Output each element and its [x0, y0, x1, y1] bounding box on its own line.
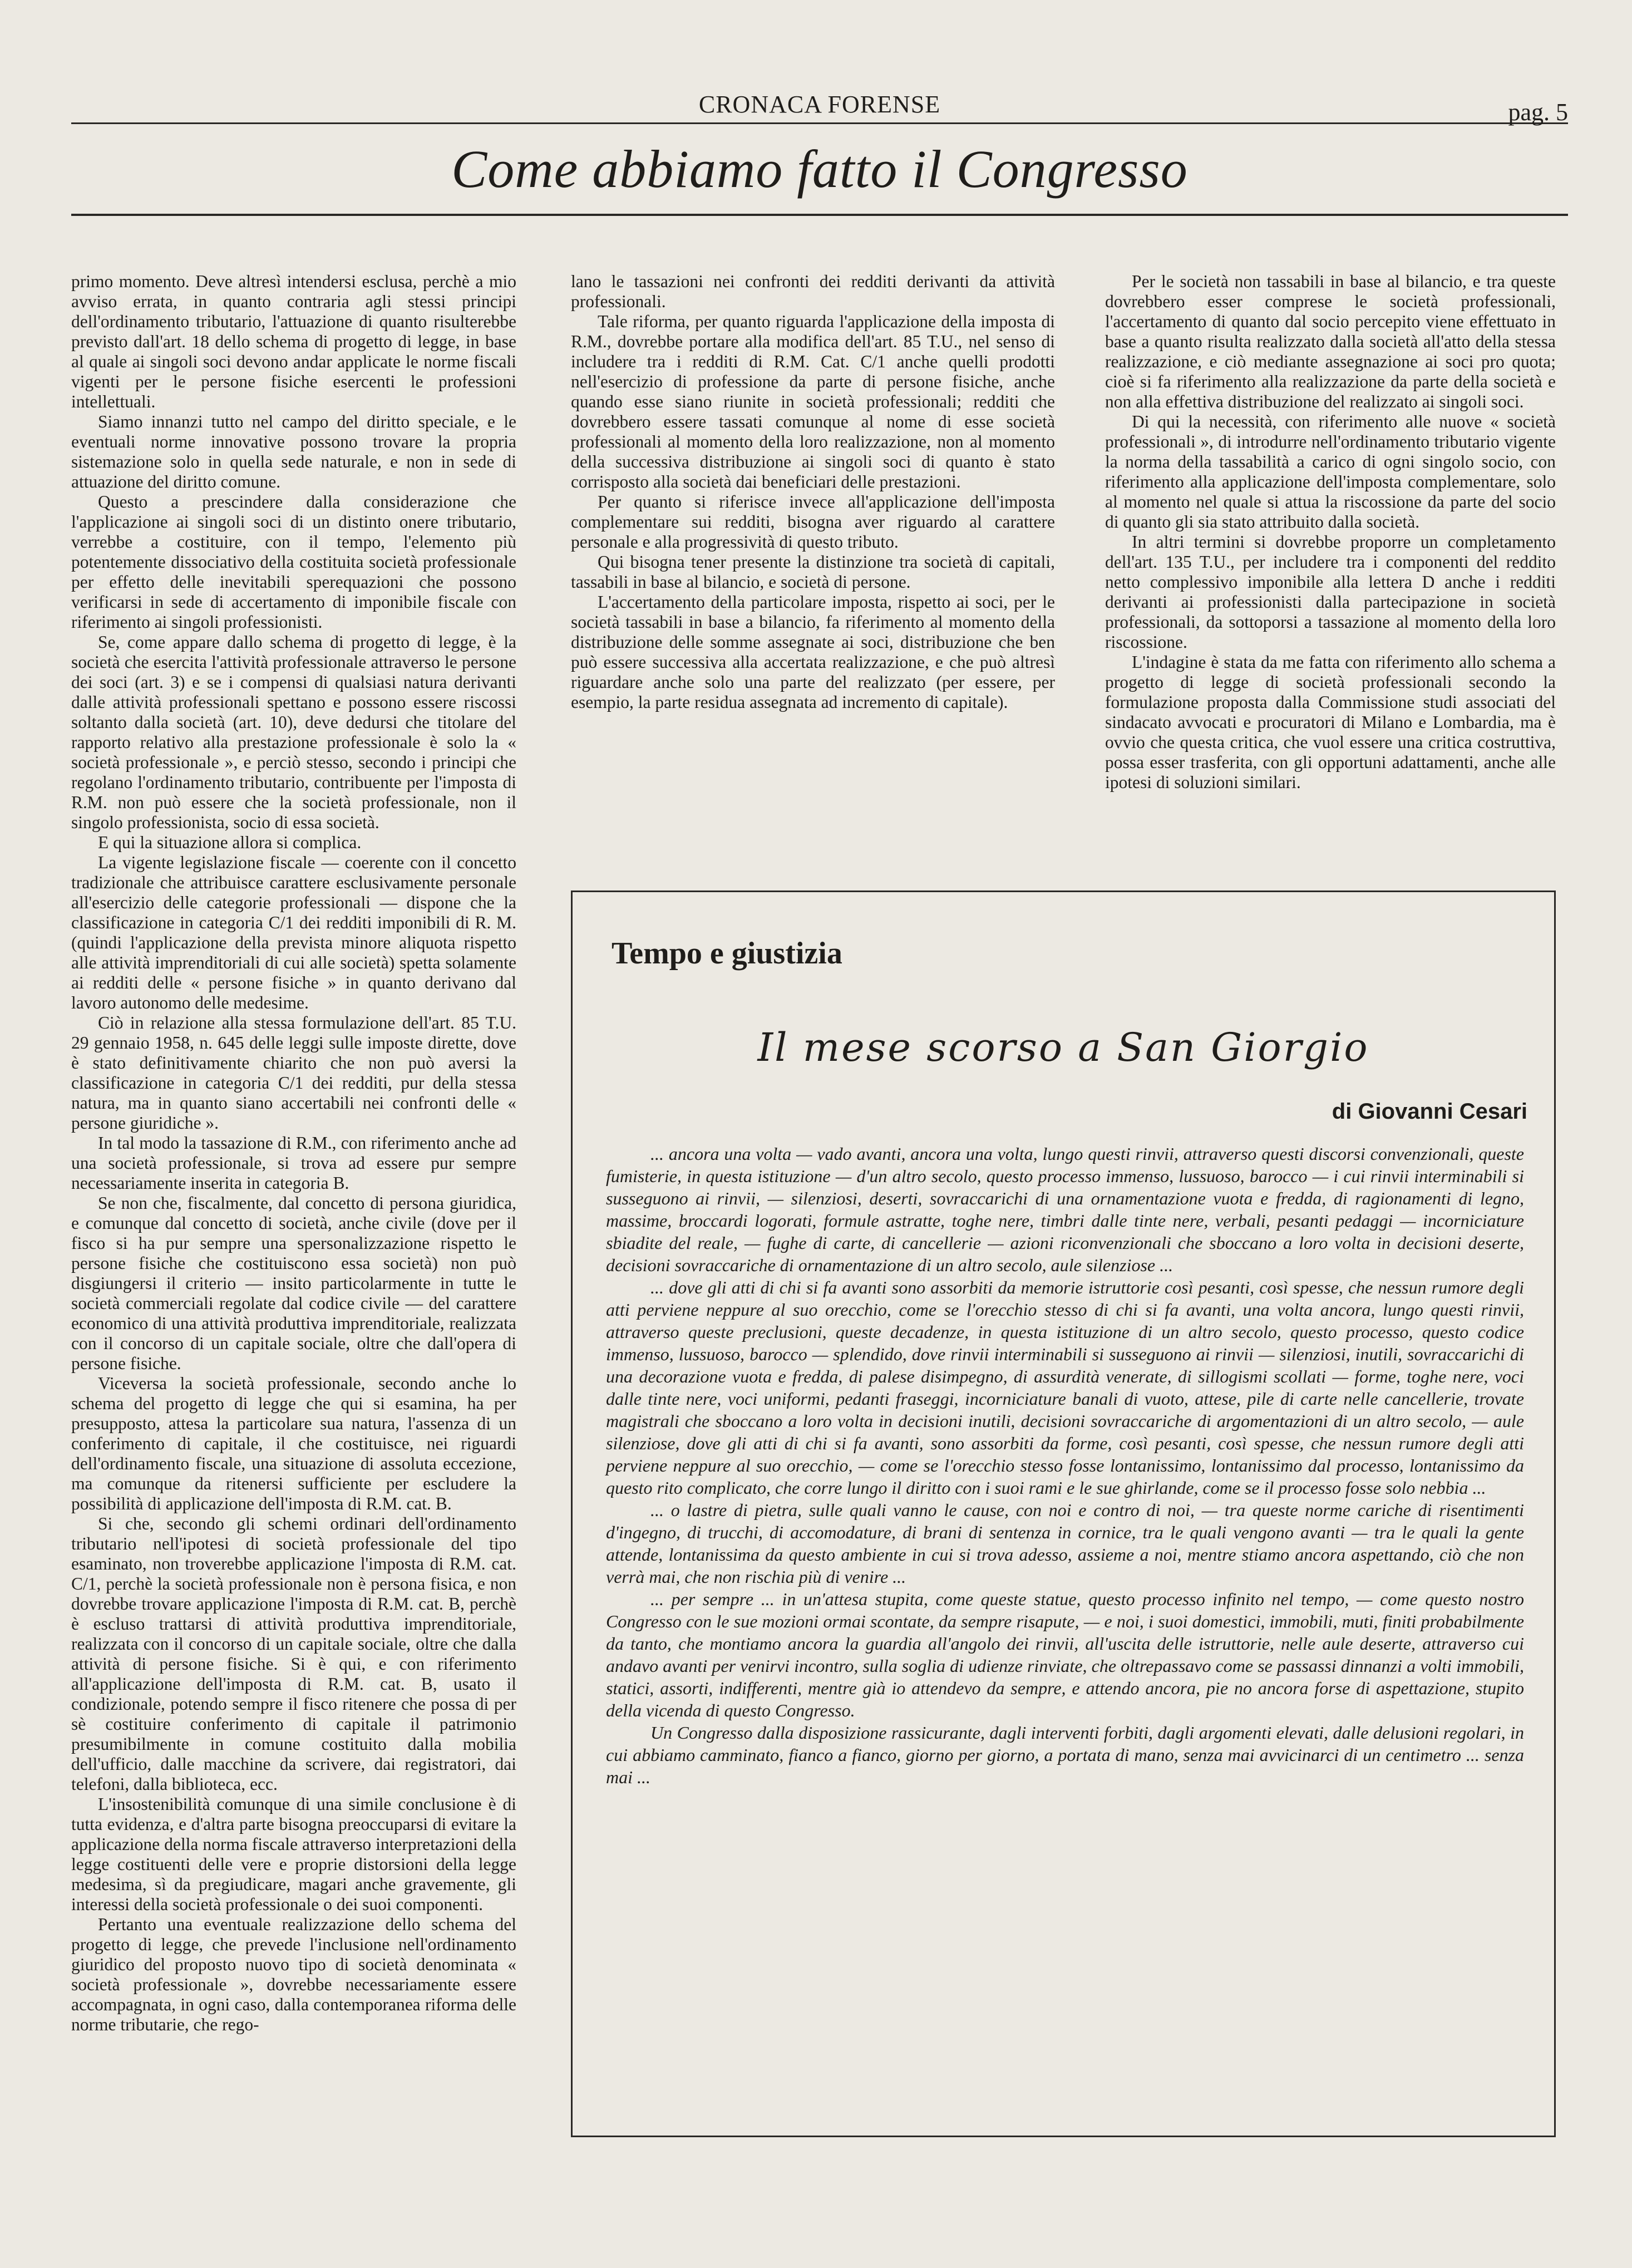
paragraph: ... per sempre ... in un'attesa stupita, come queste statue, questo processo infinito nel tempo, — come questo nostro Congresso con le sue mozioni ormai scontate, da sempre risapute, — e noi, i suoi domestici, immobili, muti, finiti probabilmente da tanto, che montiamo ancora la guardia all'angolo dei rinvii, all'uscita delle istruttorie, nelle aule deserte, attraverso cui andavo avanti per venirvi incontro, sulla soglia di udienze rinviate, che oltrepassavo come se passassi dinnanzi a volti immobili, statici, assorti, indifferenti, mentre già io attendevo da sempre, e attendo ancora, pie no ancora forse di aspettazione, stupito della vicenda di questo Congresso. — [606, 1589, 1524, 1720]
article-headline: Come abbiamo fatto il Congresso — [451, 139, 1188, 199]
paragraph: Tale riforma, per quanto riguarda l'applicazione della imposta di R.M., dovrebbe portare alla modifica dell'art. 85 T.U., nel senso di includere tra i redditi di R.M. Cat. C/1 anche quelli prodotti nell'esercizio di professione da parte di persone fisiche, anche quando esse siano riunite in società professionali; redditi che dovrebbero essere tassati comunque al nome di esse società professionali al momento della loro realizzazione, non al momento della successiva distribuzione ai singoli soci di quanto è stato corrisposto alla società dai beneficiari delle prestazioni. — [571, 312, 1055, 491]
paragraph: Un Congresso dalla disposizione rassicurante, dagli interventi forbiti, dagli argomenti elevati, dalle delusioni regolari, in cui abbiamo camminato, fianco a fianco, giorno per giorno, a portata di mano, senza mai avvicinarci di un centimetro ... senza mai ... — [606, 1723, 1524, 1787]
paragraph: Qui bisogna tener presente la distinzione tra società di capitali, tassabili in base al bilancio, e società di persone. — [571, 552, 1055, 592]
paragraph: L'indagine è stata da me fatta con riferimento allo schema a progetto di legge di società professionali secondo la formulazione proposta dalla Commissione studi associati del sindacato avvocati e procuratori di Milano e Lombardia, ma è ovvio che questa critica, che vuol essere una critica costruttiva, possa esser trasferita, con gli opportuni adattamenti, anche alle ipotesi di soluzioni similari. — [1105, 652, 1556, 792]
paragraph: Per le società non tassabili in base al bilancio, e tra queste dovrebbero esser comprese le società professionali, l'accertamento di quanto dal socio percepito viene effettuato in base a quanto risulta realizzato dalla società all'atto della stessa realizzazione, e ciò mediante assegnazione ai soci pro quota; cioè si fa riferimento alla realizzazione da parte della società e non alla effettiva distribuzione del realizzato ai singoli soci. — [1105, 272, 1556, 411]
paragraph: Viceversa la società professionale, secondo anche lo schema del progetto di legge che qui si esamina, ha per presupposto, attesa la particolare sua natura, l'assenza di un conferimento di capitale, il che costituisce, nei riguardi dell'ordinamento fiscale, una situazione di assoluta eccezione, ma comunque da ritenersi sufficiente per escludere la possibilità di applicazione dell'imposta di R.M. cat. B. — [71, 1374, 516, 1513]
box-body — [606, 1143, 1524, 1788]
column-3 — [1105, 272, 1556, 793]
paragraph: ... ancora una volta — vado avanti, ancora una volta, lungo questi rinvii, attraverso questi discorsi convenzionali, queste fumisterie, in questa istituzione — d'un altro secolo, questo processo immenso, lussuoso, barocco — i cui rinvii interminabili si susseguono ai rinvii, — silenziosi, deserti, sovraccarichi di una ornamentazione vuota e fredda, di ragionamenti di legno, massime, broccardi logorati, formule astratte, toghe nere, timbri dalle tinte nere, verbali, pesanti pedaggi — incorniciature sbiadite del reale, — fughe di carte, di cancellerie — azioni riconvenzionali che sboccano a loro volta in decisioni deserte, decisioni sovraccariche di ornamentazione di un altro secolo, aule silenziose ... — [606, 1144, 1524, 1275]
paragraph: L'accertamento della particolare imposta, rispetto ai soci, per le società tassabili in base a bilancio, fa riferimento al momento della distribuzione delle somme assegnate ai soci, distribuzione che ben può essere successiva alla accertata realizzazione, e che può altresì riguardare anche solo una parte del realizzato (per essere, per esempio, la parte residua assegnata ad incremento di capitale). — [571, 592, 1055, 712]
paragraph: Se non che, fiscalmente, dal concetto di persona giuridica, e comunque dal concetto di società, anche civile (dove per il fisco si ha pur sempre una spersonalizzazione rispetto le persone fisiche che costituiscono essa società) non può disgiungersi il criterio — insito particolarmente in tutte le società commerciali regolate dal codice civile — del carattere economico di una attività produttiva imprenditoriale, realizzata con il concorso di un capitale sociale, oltre che dall'opera di persone fisiche. — [71, 1193, 516, 1373]
paragraph: In tal modo la tassazione di R.M., con riferimento anche ad una società professionale, si trova ad essere pur sempre necessariamente inserita in categoria B. — [71, 1133, 516, 1193]
paragraph: La vigente legislazione fiscale — coerente con il concetto tradizionale che attribuisce carattere esclusivamente personale all'esercizio delle categorie professionali — dispone che la classificazione in categoria C/1 dei redditi imponibili di R. M. (quindi l'applicazione della prevista minore aliquota rispetto alle attività imprenditoriali di cui alle società) spetta solamente ai redditi delle « persone fisiche » in quanto derivano dal lavoro autonomo delle medesime. — [71, 853, 516, 1012]
paragraph: Siamo innanzi tutto nel campo del diritto speciale, e le eventuali norme innovative possono trovare la propria sistemazione solo in quella sede naturale, e non in sede di attuazione del diritto comune. — [71, 412, 516, 491]
box-author: di Giovanni Cesari — [1332, 1099, 1527, 1124]
paragraph: lano le tassazioni nei confronti dei redditi derivanti da attività professionali. — [571, 272, 1055, 311]
page-number: pag. 5 — [1508, 99, 1568, 126]
paragraph: Pertanto una eventuale realizzazione dello schema del progetto di legge, che prevede l'inclusione nell'ordinamento giuridico del proposto nuovo tipo di società denominata « società professionale », dovrebbe necessariamente essere accompagnata, in ogni caso, dalla contemporanea riforma delle norme tributarie, che rego- — [71, 1915, 516, 2034]
paragraph: primo momento. Deve altresì intendersi esclusa, perchè a mio avviso errata, in quanto contraria agli stessi principi dell'ordinamento tributario, l'attuazione di quanto risulterebbe previsto dall'art. 18 dello schema di progetto di legge, in base al quale ai singoli soci devono andar applicate le norme fiscali vigenti per le persone fisiche esercenti le professioni intellettuali. — [71, 272, 516, 411]
paragraph: ... dove gli atti di chi si fa avanti sono assorbiti da memorie istruttorie così pesanti, così spesse, che nessun rumore degli atti perviene neppure al suo orecchio, come se l'orecchio stesso di chi si fa avanti, una volta ancora, lungo questi rinvii, attraverso queste preclusioni, queste decadenze, in questa istituzione di un altro secolo, questo processo, questo codice immenso, lussuoso, barocco — splendido, dove rinvii interminabili si susseguono ai rinvii — silenziosi, inutili, sovraccarichi di una decorazione vuota e fredda, di palese disimpegno, di assurdità venerate, di sillogismi scollati — forme, toghe nere, voci dalle tinte nere, voci uniformi, pedanti fraseggi, incorniciature banali di vuoto, attese, pile di carte nelle cancellerie, trovate magistrali che sboccano a loro volta in decisioni inutili, decisioni sovraccariche di argomentazioni di un altro secolo, — aule silenziose, dove gli atti di chi si fa avanti, sono assorbiti da forme, così pesanti, così spesse, che nessun rumore degli atti perviene neppure al suo orecchio, — come se l'orecchio stesso fosse lontanissimo, lontanissimo dal processo, lontanissimo da questo rito complicato, che corre lungo il diritto con i suoi rami e le sue ghirlande, come se il processo fosse solo nebbia ... — [606, 1277, 1524, 1498]
publication-name: CRONACA FORENSE — [698, 91, 941, 118]
paragraph: Di qui la necessità, con riferimento alle nuove « società professionali », di introdurre nell'ordinamento tributario vigente la norma della tassabilità a carico di ogni singolo socio, con riferimento alla applicazione dell'imposta complementare, solo al momento nel quale si attua la riscossione da parte del socio di quanto gli sia stato attribuito dalla società. — [1105, 412, 1556, 532]
paragraph: L'insostenibilità comunque di una simile conclusione è di tutta evidenza, e d'altra parte bisogna preoccuparsi di evitare la applicazione della norma fiscale attraverso interpretazioni della legge costituenti delle vere e proprie distorsioni della legge medesima, sì da pregiudicare, magari anche gravemente, gli interessi della società professionale o dei suoi componenti. — [71, 1794, 516, 1914]
column-1 — [71, 272, 516, 2035]
box-subtitle: Il mese scorso a San Giorgio — [757, 1025, 1369, 1070]
paragraph: Questo a prescindere dalla considerazione che l'applicazione ai singoli soci di un distinto onere tributario, verrebbe a costituire, con il tempo, l'elemento più potentemente dissociativo della costituita società professionale per effetto delle inevitabili sperequazioni che possono verificarsi in sede di accertamento di imponibile fiscale con riferimento ai singoli professionisti. — [71, 492, 516, 632]
masthead — [71, 89, 1568, 124]
headline-rule — [71, 214, 1568, 216]
boxed-article — [571, 891, 1556, 2137]
paragraph: Si che, secondo gli schemi ordinari dell'ordinamento tributario nell'ipotesi di società professionale del tipo esaminato, non troverebbe applicazione l'imposta di R.M. cat. C/1, perchè la società professionale non è persona fisica, e non dovrebbe trovare applicazione l'imposta di R.M. cat. B, perchè è escluso trattarsi di attività produttiva imprenditoriale, realizzata con il concorso di un capitale sociale, oltre che dalla attività di persone fisiche. Si è qui, e con riferimento all'applicazione dell'imposta di R.M. cat. B, usato il condizionale, potendo sempre il fisco ritenere che possa di per sè costituire conferimento di capitale il patrimonio presumibilmente in comune costituito dalla mobilia dell'ufficio, dalle macchine da scrivere, dai registratori, dai telefoni, dalla biblioteca, ecc. — [71, 1514, 516, 1794]
paragraph: ... o lastre di pietra, sulle quali vanno le cause, con noi e contro di noi, — tra queste norme cariche di risentimenti d'ingegno, di trucchi, di accomodature, di brani di sentenza in cornice, tra le quali vengono avanti — tra le quali la gente attende, lontanissima da questo ambiente in cui si trova adesso, assieme a noi, mentre stiamo ancora aspettando, ciò che non verrà mai, che non rischia più di venire ... — [606, 1500, 1524, 1587]
paragraph: Ciò in relazione alla stessa formulazione dell'art. 85 T.U. 29 gennaio 1958, n. 645 delle leggi sulle imposte dirette, dove è stato definitivamente chiarito che non può aversi la classificazione in categoria C/1 dei redditi, pur della stessa natura, ma in quanto siano accertabili nei confronti delle « persone giuridiche ». — [71, 1013, 516, 1133]
paragraph: E qui la situazione allora si complica. — [98, 833, 362, 852]
column-2 — [571, 272, 1055, 712]
paragraph: In altri termini si dovrebbe proporre un completamento dell'art. 135 T.U., per includere tra i componenti del reddito netto complessivo imponibile alla lettera D anche i redditi derivanti ai professionisti dalla partecipazione in società professionali, da sottoporsi a tassazione al momento della loro riscossione. — [1105, 532, 1556, 652]
paragraph: Se, come appare dallo schema di progetto di legge, è la società che esercita l'attività professionale attraverso le persone dei soci (art. 3) e se i compensi di qualsiasi natura derivanti dalle attività professionali spettano e possono essere riscossi soltanto dalla società (art. 10), deve dedursi che titolare del rapporto relativo alla prestazione professionale è solo la « società professionale », e perciò stesso, secondo i principi che regolano l'ordinamento tributario, contribuente per l'imposta di R.M. non può essere che la società professionale, non il singolo professionista, socio di essa società. — [71, 632, 516, 832]
paragraph: Per quanto si riferisce invece all'applicazione dell'imposta complementare sui redditi, bisogna aver riguardo al carattere personale e alla progressività di questo tributo. — [571, 492, 1055, 552]
box-title: Tempo e giustizia — [612, 936, 842, 971]
